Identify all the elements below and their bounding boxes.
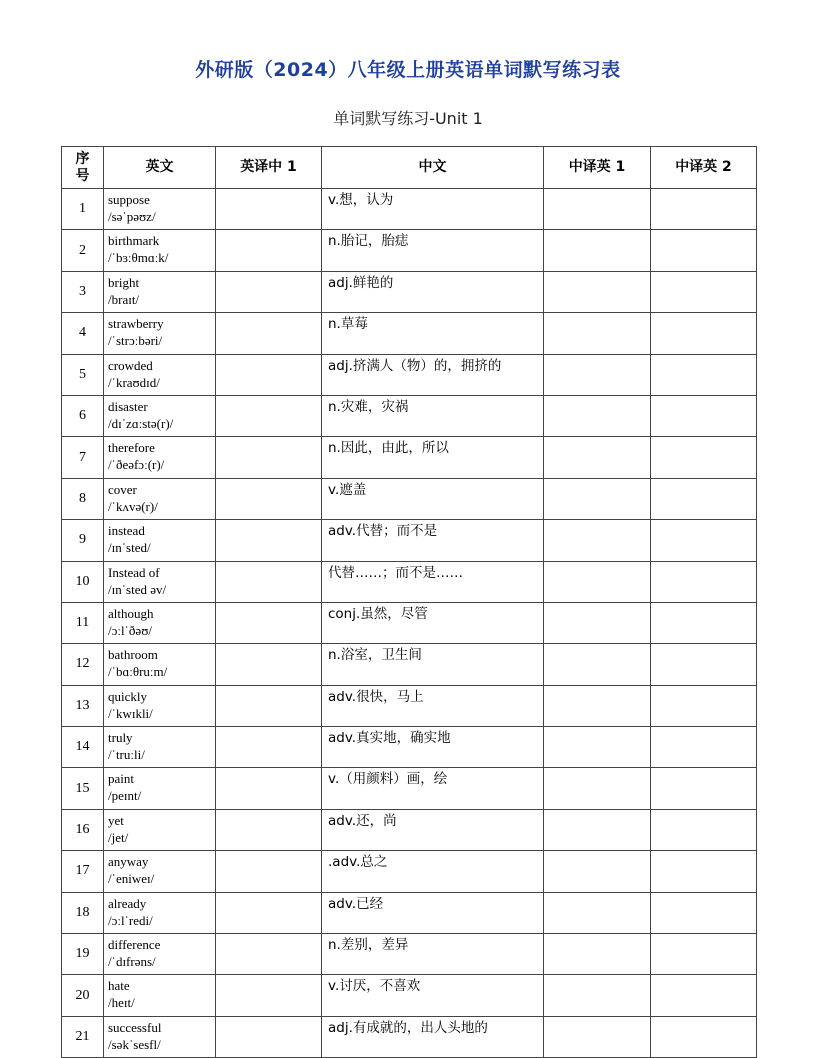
table-row bbox=[62, 189, 757, 230]
phonetic: /ˈkraʊdɪd/ bbox=[108, 374, 160, 390]
cn-to-en-2-blank[interactable] bbox=[651, 437, 757, 478]
en-to-cn-blank[interactable] bbox=[216, 851, 322, 892]
table-row bbox=[62, 395, 757, 436]
english-cell bbox=[104, 685, 216, 726]
table-row bbox=[62, 934, 757, 975]
phonetic: /ɔːlˈðəʊ/ bbox=[108, 622, 152, 638]
row-number: 15 bbox=[62, 768, 104, 809]
header-chinese: 中文 bbox=[322, 147, 544, 189]
chinese-meaning: n.灾难，灾祸 bbox=[322, 395, 544, 436]
en-to-cn-blank[interactable] bbox=[216, 271, 322, 312]
table-row bbox=[62, 520, 757, 561]
cn-to-en-1-blank[interactable] bbox=[544, 934, 651, 975]
chinese-meaning: n.差别，差异 bbox=[322, 934, 544, 975]
cn-to-en-2-blank[interactable] bbox=[651, 354, 757, 395]
english-cell bbox=[104, 354, 216, 395]
vocabulary-table bbox=[61, 146, 757, 1058]
table-row bbox=[62, 644, 757, 685]
chinese-meaning: n.因此，由此，所以 bbox=[322, 437, 544, 478]
en-to-cn-blank[interactable] bbox=[216, 809, 322, 850]
cn-to-en-2-blank[interactable] bbox=[651, 934, 757, 975]
table-row bbox=[62, 768, 757, 809]
en-to-cn-blank[interactable] bbox=[216, 934, 322, 975]
cn-to-en-2-blank[interactable] bbox=[651, 685, 757, 726]
cn-to-en-1-blank[interactable] bbox=[544, 354, 651, 395]
chinese-meaning: adv.代替；而不是 bbox=[322, 520, 544, 561]
cn-to-en-2-blank[interactable] bbox=[651, 189, 757, 230]
en-to-cn-blank[interactable] bbox=[216, 685, 322, 726]
header-cn-to-en-1: 中译英 1 bbox=[544, 147, 651, 189]
cn-to-en-2-blank[interactable] bbox=[651, 230, 757, 271]
cn-to-en-1-blank[interactable] bbox=[544, 271, 651, 312]
english-word: yet bbox=[108, 812, 124, 828]
cn-to-en-2-blank[interactable] bbox=[651, 892, 757, 933]
cn-to-en-1-blank[interactable] bbox=[544, 851, 651, 892]
cn-to-en-1-blank[interactable] bbox=[544, 437, 651, 478]
english-word: anyway bbox=[108, 854, 149, 870]
english-word: bathroom bbox=[108, 647, 158, 663]
cn-to-en-2-blank[interactable] bbox=[651, 395, 757, 436]
row-number: 4 bbox=[62, 313, 104, 354]
english-word: paint bbox=[108, 771, 134, 787]
table-row bbox=[62, 975, 757, 1016]
english-word: Instead of bbox=[108, 564, 160, 580]
cn-to-en-1-blank[interactable] bbox=[544, 768, 651, 809]
cn-to-en-1-blank[interactable] bbox=[544, 727, 651, 768]
english-word: cover bbox=[108, 481, 137, 497]
chinese-meaning: conj.虽然，尽管 bbox=[322, 602, 544, 643]
english-word: truly bbox=[108, 730, 133, 746]
chinese-meaning: adj.鲜艳的 bbox=[322, 271, 544, 312]
chinese-meaning: v.讨厌，不喜欢 bbox=[322, 975, 544, 1016]
english-word: bright bbox=[108, 274, 140, 290]
english-word: instead bbox=[108, 523, 145, 539]
en-to-cn-blank[interactable] bbox=[216, 478, 322, 519]
row-number: 1 bbox=[62, 189, 104, 230]
chinese-meaning: n.浴室，卫生间 bbox=[322, 644, 544, 685]
english-cell bbox=[104, 934, 216, 975]
phonetic: /ˈbɜːθmɑːk/ bbox=[108, 250, 169, 266]
en-to-cn-blank[interactable] bbox=[216, 1016, 322, 1057]
phonetic: /ˈtruːli/ bbox=[108, 747, 145, 763]
phonetic: /ɪnˈsted əv/ bbox=[108, 581, 167, 597]
english-word: hate bbox=[108, 978, 130, 994]
phonetic: /dɪˈzɑːstə(r)/ bbox=[108, 415, 174, 431]
cn-to-en-1-blank[interactable] bbox=[544, 892, 651, 933]
row-number: 16 bbox=[62, 809, 104, 850]
cn-to-en-1-blank[interactable] bbox=[544, 478, 651, 519]
row-number: 5 bbox=[62, 354, 104, 395]
english-cell bbox=[104, 230, 216, 271]
cn-to-en-1-blank[interactable] bbox=[544, 313, 651, 354]
en-to-cn-blank[interactable] bbox=[216, 437, 322, 478]
english-cell bbox=[104, 644, 216, 685]
english-word: already bbox=[108, 895, 147, 911]
table-row bbox=[62, 478, 757, 519]
cn-to-en-2-blank[interactable] bbox=[651, 727, 757, 768]
phonetic: /ˈðeəfɔː(r)/ bbox=[108, 457, 165, 473]
chinese-meaning: 代替……；而不是…… bbox=[322, 561, 544, 602]
en-to-cn-blank[interactable] bbox=[216, 602, 322, 643]
cn-to-en-1-blank[interactable] bbox=[544, 395, 651, 436]
phonetic: /ˈstrɔːbəri/ bbox=[108, 333, 163, 349]
cn-to-en-2-blank[interactable] bbox=[651, 851, 757, 892]
english-cell bbox=[104, 975, 216, 1016]
page-title: 外研版（2024）八年级上册英语单词默写练习表 bbox=[195, 59, 621, 81]
cn-to-en-2-blank[interactable] bbox=[651, 602, 757, 643]
row-number: 7 bbox=[62, 437, 104, 478]
phonetic: /ɪnˈsted/ bbox=[108, 540, 151, 556]
cn-to-en-2-blank[interactable] bbox=[651, 478, 757, 519]
row-number: 21 bbox=[62, 1016, 104, 1057]
english-word: therefore bbox=[108, 440, 155, 456]
cn-to-en-1-blank[interactable] bbox=[544, 809, 651, 850]
row-number: 12 bbox=[62, 644, 104, 685]
table-row bbox=[62, 271, 757, 312]
table-row bbox=[62, 727, 757, 768]
english-cell bbox=[104, 602, 216, 643]
english-cell bbox=[104, 478, 216, 519]
english-word: disaster bbox=[108, 398, 148, 414]
english-word: difference bbox=[108, 937, 161, 953]
row-number: 20 bbox=[62, 975, 104, 1016]
en-to-cn-blank[interactable] bbox=[216, 644, 322, 685]
english-cell bbox=[104, 313, 216, 354]
english-cell bbox=[104, 892, 216, 933]
english-word: crowded bbox=[108, 357, 153, 373]
cn-to-en-1-blank[interactable] bbox=[544, 975, 651, 1016]
phonetic: /ˈkʌvə(r)/ bbox=[108, 498, 158, 514]
english-cell bbox=[104, 189, 216, 230]
table-row bbox=[62, 892, 757, 933]
en-to-cn-blank[interactable] bbox=[216, 520, 322, 561]
cn-to-en-1-blank[interactable] bbox=[544, 189, 651, 230]
header-en-to-cn: 英译中 1 bbox=[216, 147, 322, 189]
row-number: 10 bbox=[62, 561, 104, 602]
english-word: suppose bbox=[108, 192, 150, 207]
page-subtitle: 单词默写练习-Unit 1 bbox=[333, 109, 483, 128]
phonetic: /braɪt/ bbox=[108, 291, 140, 307]
table-row bbox=[62, 313, 757, 354]
english-word: strawberry bbox=[108, 316, 164, 332]
english-word: quickly bbox=[108, 688, 147, 704]
cn-to-en-1-blank[interactable] bbox=[544, 230, 651, 271]
phonetic: /ˈdɪfrəns/ bbox=[108, 954, 156, 970]
en-to-cn-blank[interactable] bbox=[216, 230, 322, 271]
cn-to-en-2-blank[interactable] bbox=[651, 768, 757, 809]
row-number: 2 bbox=[62, 230, 104, 271]
cn-to-en-2-blank[interactable] bbox=[651, 520, 757, 561]
cn-to-en-2-blank[interactable] bbox=[651, 271, 757, 312]
header-english: 英文 bbox=[104, 147, 216, 189]
cn-to-en-2-blank[interactable] bbox=[651, 1016, 757, 1057]
en-to-cn-blank[interactable] bbox=[216, 561, 322, 602]
table-header-row bbox=[62, 147, 757, 189]
chinese-meaning: adj.挤满人（物）的，拥挤的 bbox=[322, 354, 544, 395]
cn-to-en-1-blank[interactable] bbox=[544, 602, 651, 643]
cn-to-en-2-blank[interactable] bbox=[651, 975, 757, 1016]
cn-to-en-2-blank[interactable] bbox=[651, 644, 757, 685]
row-number: 6 bbox=[62, 395, 104, 436]
phonetic: /ˈkwɪkli/ bbox=[108, 705, 153, 721]
chinese-meaning: adv.还，尚 bbox=[322, 809, 544, 850]
phonetic: /ɔːlˈredi/ bbox=[108, 912, 153, 928]
english-cell bbox=[104, 437, 216, 478]
row-number: 8 bbox=[62, 478, 104, 519]
cn-to-en-1-blank[interactable] bbox=[544, 685, 651, 726]
row-number: 14 bbox=[62, 727, 104, 768]
header-cn-to-en-2: 中译英 2 bbox=[651, 147, 757, 189]
chinese-meaning: v.（用颜料）画，绘 bbox=[322, 768, 544, 809]
table-row bbox=[62, 685, 757, 726]
english-cell bbox=[104, 271, 216, 312]
phonetic: /jet/ bbox=[108, 829, 129, 845]
cn-to-en-1-blank[interactable] bbox=[544, 1016, 651, 1057]
table-row bbox=[62, 851, 757, 892]
table-row bbox=[62, 437, 757, 478]
en-to-cn-blank[interactable] bbox=[216, 892, 322, 933]
en-to-cn-blank[interactable] bbox=[216, 354, 322, 395]
en-to-cn-blank[interactable] bbox=[216, 189, 322, 230]
cn-to-en-2-blank[interactable] bbox=[651, 561, 757, 602]
cn-to-en-1-blank[interactable] bbox=[544, 520, 651, 561]
english-cell bbox=[104, 1016, 216, 1057]
row-number: 3 bbox=[62, 271, 104, 312]
table-row bbox=[62, 230, 757, 271]
chinese-meaning: .adv.总之 bbox=[322, 851, 544, 892]
phonetic: /heɪt/ bbox=[108, 995, 135, 1011]
header-num-label: 序 号 bbox=[75, 150, 90, 184]
en-to-cn-blank[interactable] bbox=[216, 975, 322, 1016]
phonetic: /səkˈsesfl/ bbox=[108, 1036, 161, 1052]
english-word: birthmark bbox=[108, 233, 160, 249]
chinese-meaning: n.胎记，胎痣 bbox=[322, 230, 544, 271]
row-number: 18 bbox=[62, 892, 104, 933]
chinese-meaning: adv.很快，马上 bbox=[322, 685, 544, 726]
phonetic: /ˈbɑːθruːm/ bbox=[108, 664, 168, 680]
english-cell bbox=[104, 727, 216, 768]
row-number: 13 bbox=[62, 685, 104, 726]
phonetic: /səˈpəʊz/ bbox=[108, 209, 156, 224]
english-cell bbox=[104, 520, 216, 561]
chinese-meaning: adv.真实地，确实地 bbox=[322, 727, 544, 768]
cn-to-en-2-blank[interactable] bbox=[651, 809, 757, 850]
cn-to-en-2-blank[interactable] bbox=[651, 313, 757, 354]
table-row bbox=[62, 561, 757, 602]
table-row bbox=[62, 1016, 757, 1057]
chinese-meaning: v.遮盖 bbox=[322, 478, 544, 519]
en-to-cn-blank[interactable] bbox=[216, 768, 322, 809]
row-number: 19 bbox=[62, 934, 104, 975]
english-word: although bbox=[108, 605, 154, 621]
chinese-meaning: adv.已经 bbox=[322, 892, 544, 933]
en-to-cn-blank[interactable] bbox=[216, 395, 322, 436]
chinese-meaning: v.想，认为 bbox=[322, 189, 544, 230]
english-cell bbox=[104, 809, 216, 850]
table-row bbox=[62, 354, 757, 395]
phonetic: /peɪnt/ bbox=[108, 788, 142, 804]
en-to-cn-blank[interactable] bbox=[216, 313, 322, 354]
english-cell bbox=[104, 851, 216, 892]
row-number: 17 bbox=[62, 851, 104, 892]
table-row bbox=[62, 602, 757, 643]
phonetic: /ˈeniweɪ/ bbox=[108, 871, 155, 887]
english-cell bbox=[104, 395, 216, 436]
en-to-cn-blank[interactable] bbox=[216, 727, 322, 768]
header-num bbox=[62, 147, 104, 189]
english-cell bbox=[104, 768, 216, 809]
row-number: 9 bbox=[62, 520, 104, 561]
english-word: successful bbox=[108, 1019, 162, 1035]
english-cell bbox=[104, 561, 216, 602]
chinese-meaning: adj.有成就的，出人头地的 bbox=[322, 1016, 544, 1057]
row-number: 11 bbox=[62, 602, 104, 643]
cn-to-en-1-blank[interactable] bbox=[544, 644, 651, 685]
table-row bbox=[62, 809, 757, 850]
cn-to-en-1-blank[interactable] bbox=[544, 561, 651, 602]
chinese-meaning: n.草莓 bbox=[322, 313, 544, 354]
